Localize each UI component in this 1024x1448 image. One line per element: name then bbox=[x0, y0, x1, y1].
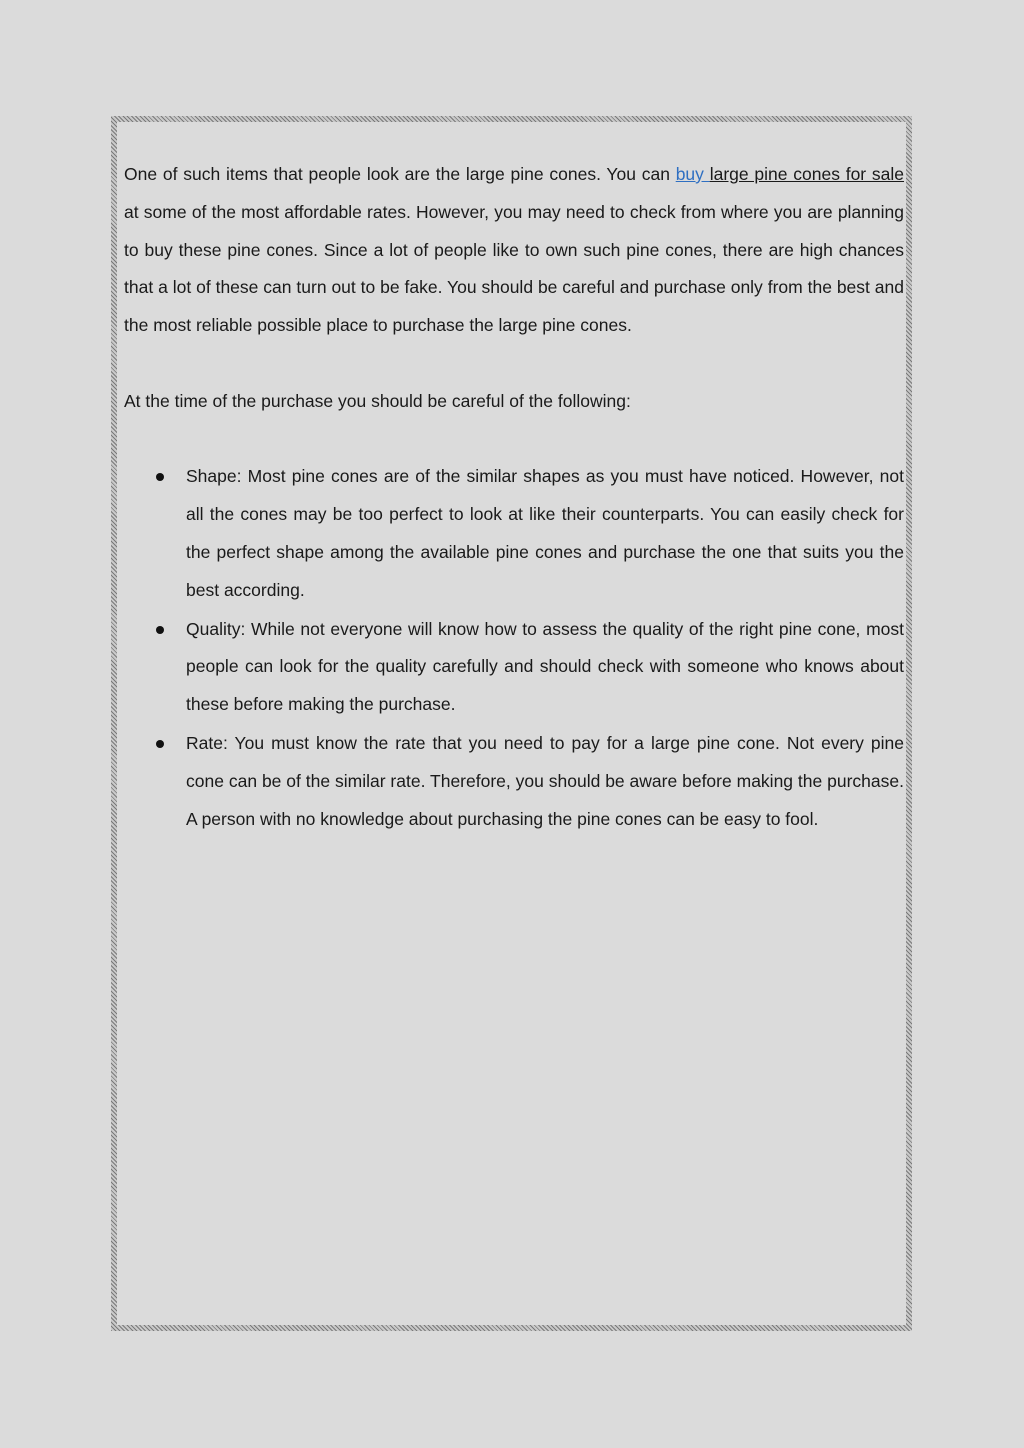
lead-in-paragraph: At the time of the purchase you should be careful of the following: bbox=[124, 390, 631, 411]
document-body bbox=[124, 156, 904, 839]
bullet-list bbox=[124, 458, 904, 838]
bullet-icon bbox=[156, 740, 164, 748]
bullet-icon bbox=[156, 626, 164, 634]
list-item-text: Rate: You must know the rate that you need to pay for a large pine cone. Not every pine cone can be of the similar rate. Therefore, you should be aware before making the purchase. A person with no knowledge about purchasing the pine cones can be easy to fool. bbox=[186, 732, 904, 829]
paragraph-spacer bbox=[124, 345, 904, 383]
paragraph-spacer bbox=[124, 421, 904, 459]
intro-text-before-link: One of such items that people look are the large pine cones. You can bbox=[124, 164, 676, 184]
buy-link[interactable]: buy bbox=[675, 164, 710, 184]
list-item bbox=[124, 725, 904, 838]
large-pine-cones-for-sale-link[interactable]: large pine cones for sale bbox=[709, 164, 905, 184]
list-item bbox=[124, 458, 904, 609]
bullet-icon bbox=[156, 473, 164, 481]
list-item-text: Quality: While not everyone will know how to assess the quality of the right pine cone, most people can look for the quality carefully and should check with someone who knows about these before making the purchase. bbox=[186, 618, 904, 715]
list-item bbox=[124, 611, 904, 724]
list-item-text: Shape: Most pine cones are of the similar shapes as you must have noticed. However, not all the cones may be too perfect to look at like their counterparts. You can easily check for the perfect shape among the available pine cones and purchase the one that suits you the best according. bbox=[186, 466, 904, 600]
intro-text-after-link: at some of the most affordable rates. However, you may need to check from where you are planning to buy these pine cones. Since a lot of people like to own such pine cones, there are high chances that a lot of these can turn out to be fake. You should be careful and purchase only from the best and the most reliable possible place to purchase the large pine cones. bbox=[124, 201, 904, 336]
intro-paragraph bbox=[124, 156, 904, 345]
